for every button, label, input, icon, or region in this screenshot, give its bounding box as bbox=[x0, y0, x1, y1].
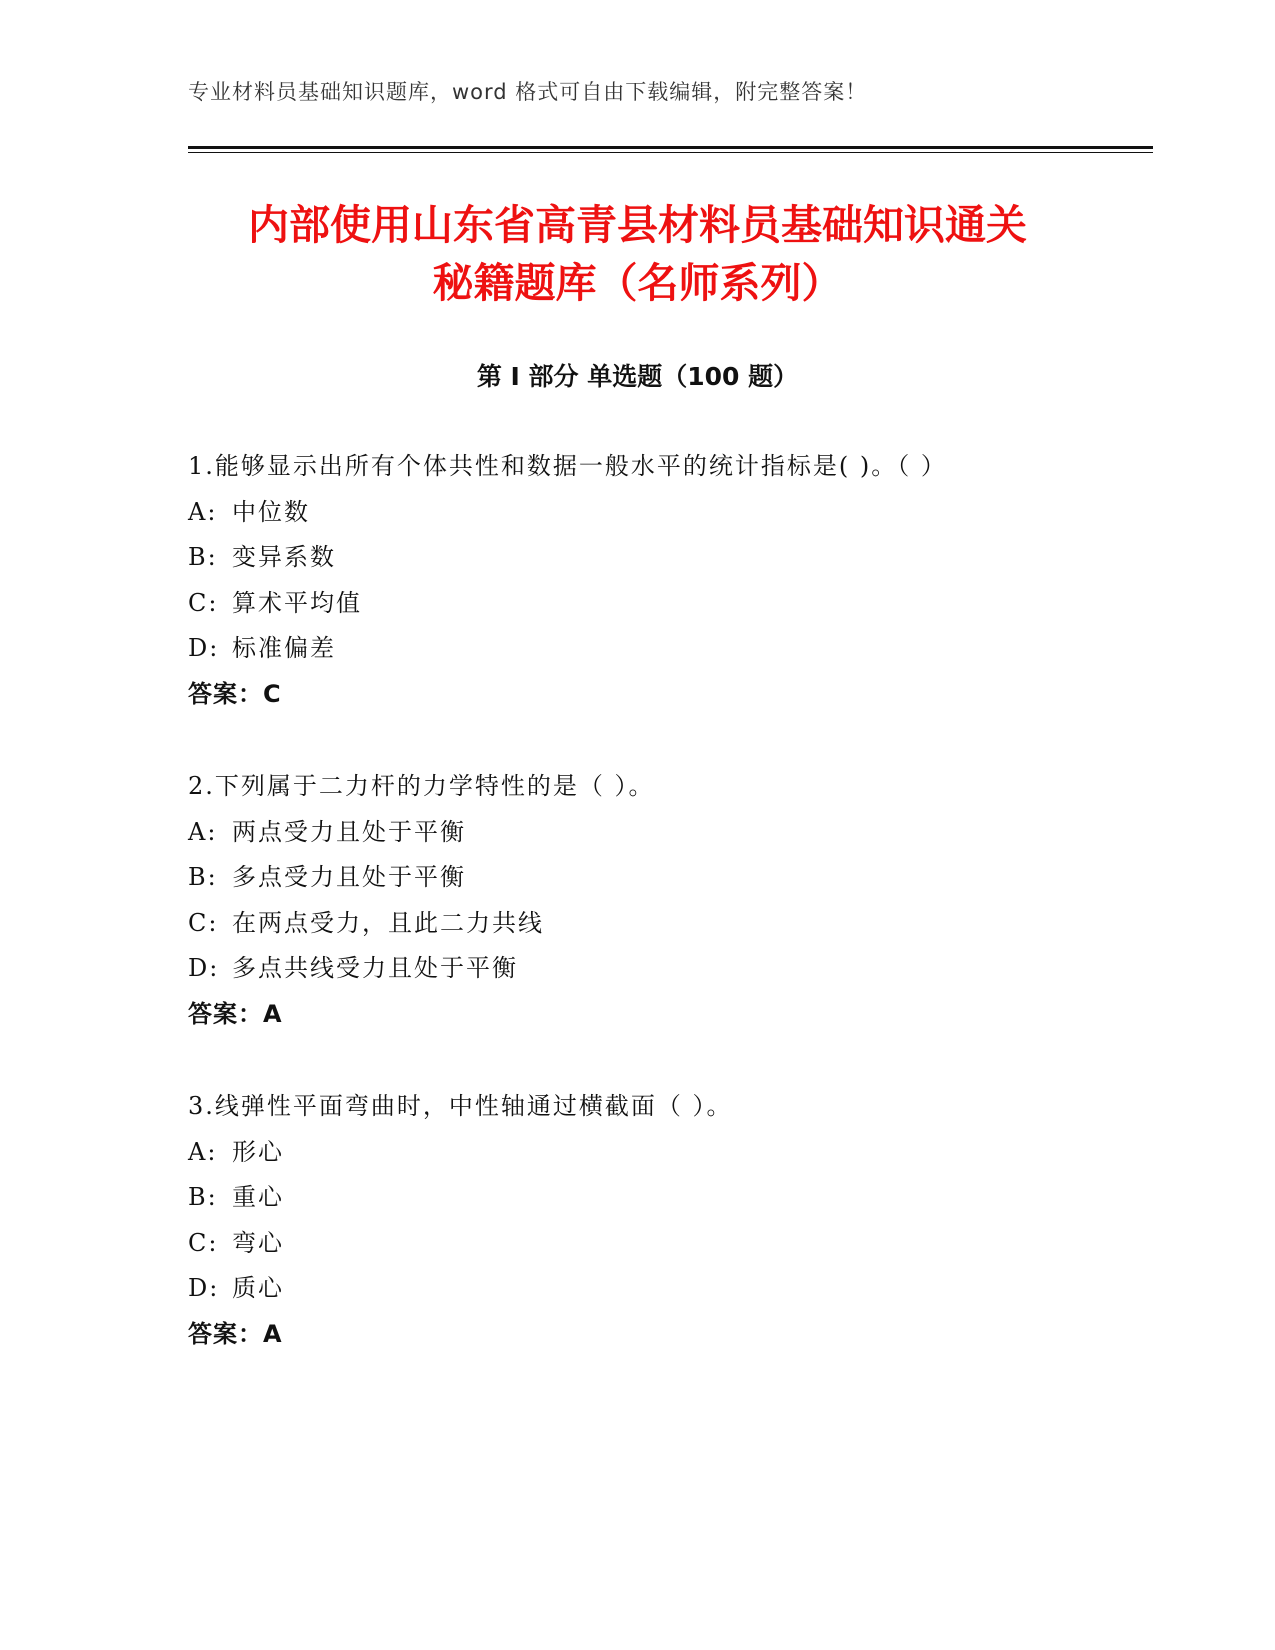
option-text: 多点共线受力且处于平衡 bbox=[232, 954, 518, 982]
question-2 bbox=[188, 764, 1018, 1037]
option-key: D: bbox=[188, 634, 220, 662]
option-b bbox=[188, 535, 1018, 581]
option-text: 标准偏差 bbox=[232, 634, 336, 662]
option-text: 中位数 bbox=[232, 497, 310, 526]
option-key: A: bbox=[188, 1137, 218, 1166]
option-d bbox=[188, 626, 1018, 672]
option-text: 质心 bbox=[232, 1274, 284, 1302]
option-a bbox=[188, 810, 1018, 856]
option-key: B: bbox=[188, 543, 218, 571]
question-text: 2.下列属于二力杆的力学特性的是（ ）。 bbox=[188, 772, 655, 800]
option-key: B: bbox=[188, 1183, 218, 1211]
answer: 答案：A bbox=[188, 999, 283, 1028]
option-d bbox=[188, 1266, 1018, 1312]
document-title-line2: 秘籍题库（名师系列） bbox=[432, 259, 843, 307]
option-text: 两点受力且处于平衡 bbox=[232, 817, 466, 846]
option-a bbox=[188, 490, 1018, 536]
option-key: C: bbox=[188, 588, 219, 617]
option-c bbox=[188, 581, 1018, 627]
option-b bbox=[188, 1175, 1018, 1221]
question-list bbox=[188, 444, 1018, 1404]
option-key: A: bbox=[188, 497, 218, 526]
document-title-line1: 内部使用山东省高青县材料员基础知识通关 bbox=[248, 201, 1027, 249]
question-1 bbox=[188, 444, 1018, 717]
option-text: 形心 bbox=[232, 1137, 284, 1166]
answer: 答案：C bbox=[188, 679, 282, 708]
header-rule-thick bbox=[188, 146, 1153, 149]
option-text: 变异系数 bbox=[232, 543, 336, 571]
option-text: 算术平均值 bbox=[232, 588, 362, 617]
header-note: 专业材料员基础知识题库，word 格式可自由下载编辑，附完整答案！ bbox=[188, 80, 868, 104]
section-title: 第 I 部分 单选题（100 题） bbox=[476, 362, 799, 391]
option-key: D: bbox=[188, 1274, 220, 1302]
option-key: B: bbox=[188, 863, 218, 891]
question-text: 3.线弹性平面弯曲时，中性轴通过横截面（ ）。 bbox=[188, 1092, 733, 1120]
header-rule-thin bbox=[188, 152, 1153, 153]
option-text: 弯心 bbox=[232, 1228, 284, 1257]
answer: 答案：A bbox=[188, 1319, 283, 1348]
question-text: 1.能够显示出所有个体共性和数据一般水平的统计指标是( )。（ ） bbox=[188, 452, 947, 480]
question-3 bbox=[188, 1084, 1018, 1357]
option-text: 在两点受力，且此二力共线 bbox=[232, 908, 544, 937]
document-title bbox=[140, 196, 1135, 312]
option-c bbox=[188, 901, 1018, 947]
option-key: C: bbox=[188, 908, 219, 937]
option-d bbox=[188, 946, 1018, 992]
option-key: A: bbox=[188, 817, 218, 846]
option-a bbox=[188, 1130, 1018, 1176]
option-key: D: bbox=[188, 954, 220, 982]
option-c bbox=[188, 1221, 1018, 1267]
option-key: C: bbox=[188, 1228, 219, 1257]
option-text: 重心 bbox=[232, 1183, 284, 1211]
option-text: 多点受力且处于平衡 bbox=[232, 863, 466, 891]
option-b bbox=[188, 855, 1018, 901]
